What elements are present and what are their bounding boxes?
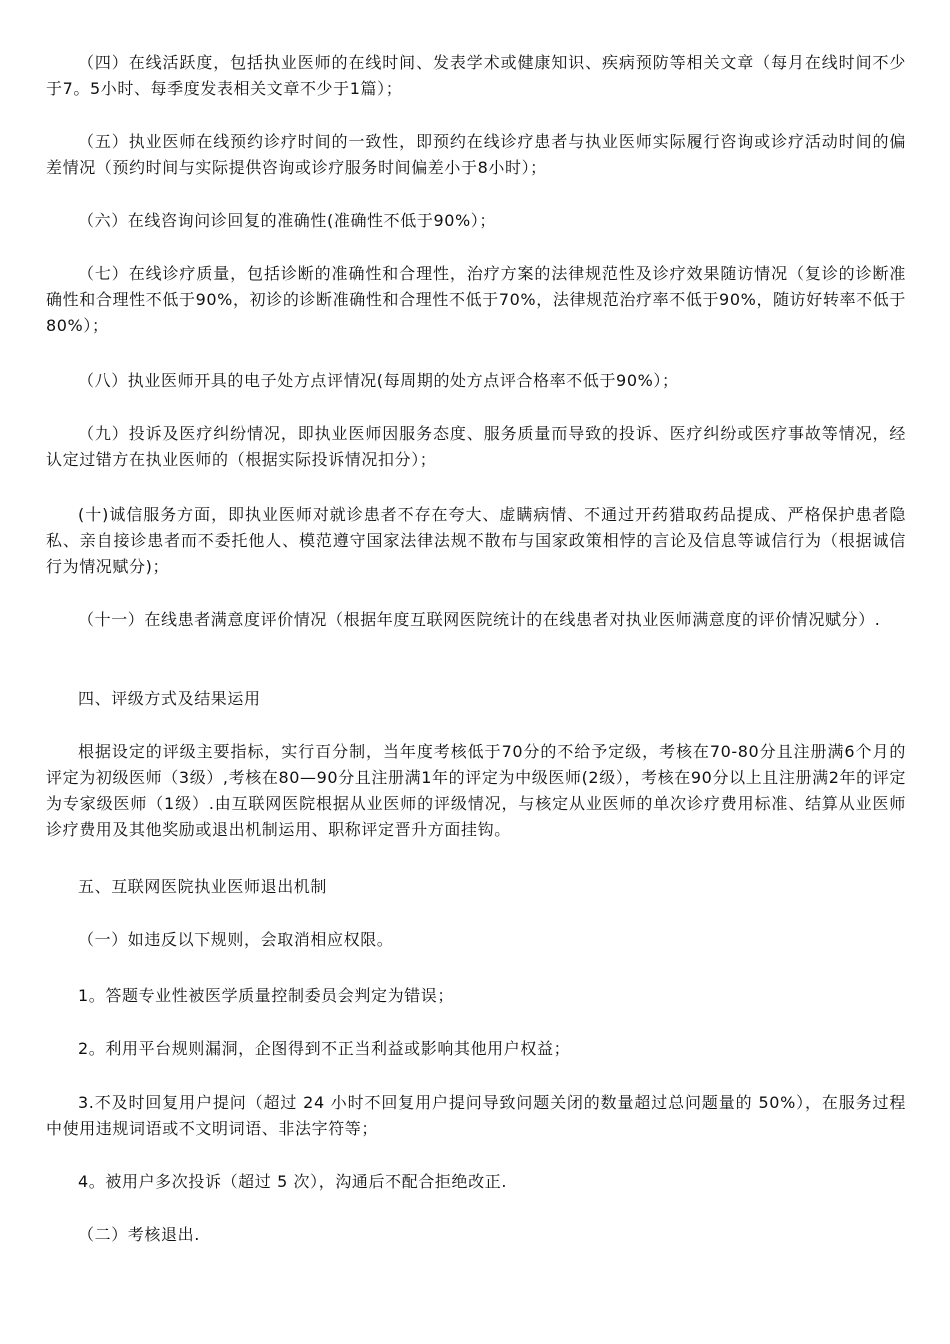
paragraph-rating-rules: 根据设定的评级主要指标，实行百分制，当年度考核低于70分的不给予定级，考核在70-80分且注册满6个月的评定为初级医师（3级）,考核在80—90分且注册满1年的评定为中级医师(2级），考核在90分以上且注册满2年的评定为专家级医师（1级）.由互联网医院根据从业医师的评级情况，与核定从业医师的单次诊疗费用标准、结算从业医师诊疗费用及其他奖励或退出机制运用、职称评定晋升方面挂钩。 — [46, 742, 906, 839]
list-item-rule-1: 1。答题专业性被医学质量控制委员会判定为错误； — [78, 986, 454, 1005]
paragraph-online-activity: （四）在线活跃度，包括执业医师的在线时间、发表学术或健康知识、疾病预防等相关文章（每月在线时间不少于7。5小时、每季度发表相关文章不少于1篇）； — [46, 53, 906, 98]
paragraph-prescription-review: （八）执业医师开具的电子处方点评情况(每周期的处方点评合格率不低于90%）； — [78, 371, 679, 390]
paragraph-assessment-exit: （二）考核退出. — [78, 1225, 200, 1244]
paragraph-diagnosis-quality: （七）在线诊疗质量，包括诊断的准确性和合理性，治疗方案的法律规范性及诊疗效果随访情况（复诊的诊断准确性和合理性不低于90%，初诊的诊断准确性和合理性不低于70%，法律规范治疗率不低于90%，随访好转率不低于80%）； — [46, 264, 906, 335]
paragraph-appointment-consistency: （五）执业医师在线预约诊疗时间的一致性，即预约在线诊疗患者与执业医师实际履行咨询或诊疗活动时间的偏差情况（预约时间与实际提供咨询或诊疗服务时间偏差小于8小时）； — [46, 132, 906, 177]
section-heading-rating: 四、评级方式及结果运用 — [78, 689, 261, 708]
paragraph-integrity: (十)诚信服务方面，即执业医师对就诊患者不存在夸大、虚瞒病情、不通过开药猎取药品提成、严格保护患者隐私、亲自接诊患者而不委托他人、模范遵守国家法律法规不散布与国家政策相悖的言论及信息等诚信行为（根据诚信行为情况赋分)； — [46, 505, 906, 576]
paragraph-reply-accuracy: （六）在线咨询问诊回复的准确性(准确性不低于90%）； — [78, 211, 497, 230]
paragraph-exit-rules-intro: （一）如违反以下规则，会取消相应权限。 — [78, 930, 394, 949]
paragraph-complaints: （九）投诉及医疗纠纷情况，即执业医师因服务态度、服务质量而导致的投诉、医疗纠纷或医疗事故等情况，经认定过错方在执业医师的（根据实际投诉情况扣分）； — [46, 424, 906, 469]
list-item-rule-3: 3.不及时回复用户提问（超过 24 小时不回复用户提问导致问题关闭的数量超过总问题量的 50%），在服务过程中使用违规词语或不文明词语、非法字符等； — [46, 1093, 906, 1138]
section-heading-exit: 五、互联网医院执业医师退出机制 — [78, 877, 328, 896]
list-item-rule-4: 4。被用户多次投诉（超过 5 次），沟通后不配合拒绝改正. — [78, 1172, 508, 1191]
list-item-rule-2: 2。利用平台规则漏洞，企图得到不正当利益或影响其他用户权益； — [78, 1039, 571, 1058]
paragraph-satisfaction: （十一）在线患者满意度评价情况（根据年度互联网医院统计的在线患者对执业医师满意度的评价情况赋分）. — [78, 610, 881, 629]
